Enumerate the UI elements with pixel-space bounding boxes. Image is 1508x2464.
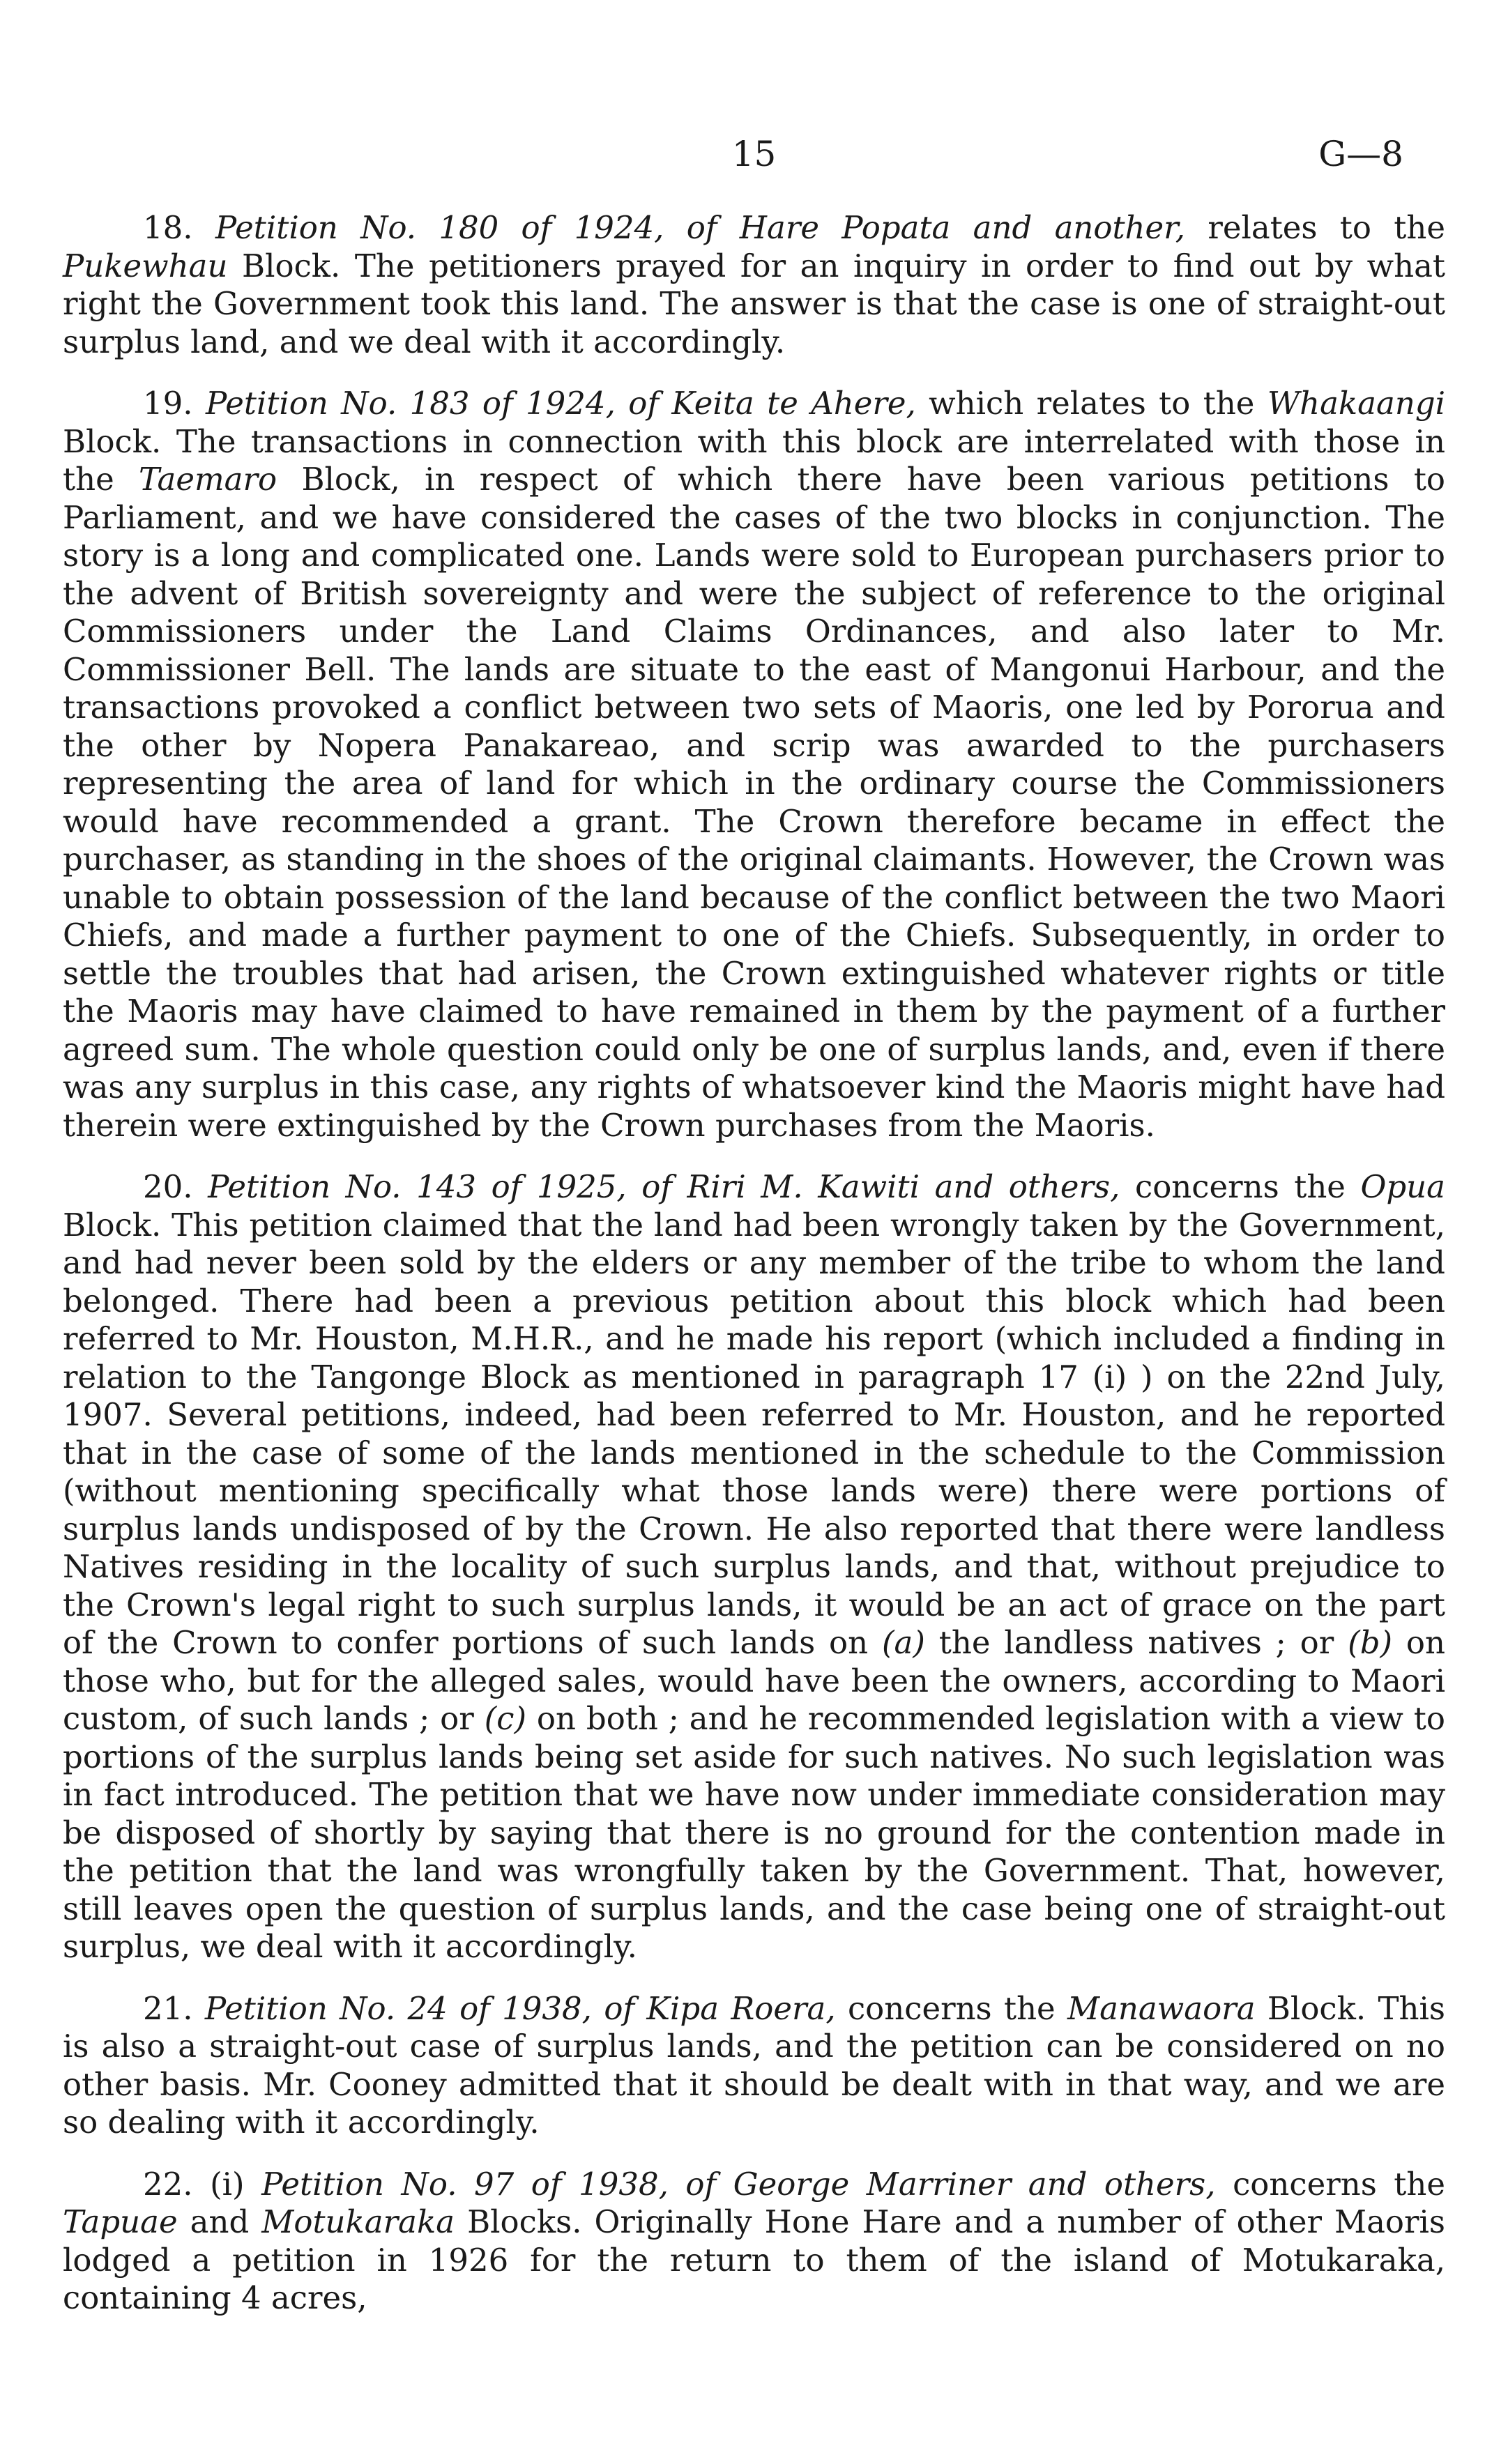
paragraph-text: and	[177, 2203, 262, 2240]
list-marker: (b)	[1348, 1624, 1393, 1661]
paragraph-19	[63, 385, 1445, 1145]
block-name: Opua	[1360, 1168, 1445, 1205]
petition-reference: Petition No. 183 of 1924, of Keita te Ahere,	[205, 385, 916, 422]
paragraph-text: Block. This is also a straight-out case of surplus lands, and the petition can be considered on no other basis. Mr. Cooney admitted that it should be dealt with in that way, and we are so dealing with it accordingly.	[63, 1989, 1446, 2141]
paragraph-18	[63, 209, 1445, 361]
block-name: Manawaora	[1067, 1989, 1256, 2027]
paragraph-22	[63, 2166, 1445, 2318]
paragraph-text: Block, in respect of which there have been various petitions to Parliament, and we have considered the cases of the two blocks in conjunction. The story is a long and complicated one. Lands were sold to European purchasers prior to the advent of British sovereignty and were the subject of reference to the original Commissioners under the Land Claims Ordinances, and also later to Mr. Commissioner Bell. The lands are situate to the east of Mangonui Harbour, and the transactions provoked a conflict between two sets of Maoris, one led by Pororua and the other by Nopera Panakareao, and scrip was awarded to the purchasers representing the area of land for which in the ordinary course the Commissioners would have recommended a grant. The Crown therefore became in effect the purchaser, as standing in the shoes of the original claimants. However, the Crown was unable to obtain possession of the land because of the conflict between the two Maori Chiefs, and made a further payment to one of the Chiefs. Subsequently, in order to settle the troubles that had arisen, the Crown extinguished whatever rights or title the Maoris may have claimed to have remained in them by the payment of a further agreed sum. The whole question could only be one of surplus lands, and, even if there was any surplus in this case, any rights of whatsoever kind the Maoris might have had therein were extinguished by the Crown purchases from the Maoris.	[63, 461, 1445, 1144]
page-header	[63, 130, 1445, 178]
list-marker: (c)	[484, 1700, 527, 1737]
paragraph-text: Block. This petition claimed that the land had been wrongly taken by the Government, and had never been sold by the elders or any member of the tribe to whom the land belonged. There had been a previous petition about this block which had been referred to Mr. Houston, M.H.R., and he made his report (which included a finding in relation to the Tangonge Block as mentioned in paragraph 17 (i) ) on the 22nd July, 1907. Several petitions, indeed, had been referred to Mr. Houston, and he reported that in the case of some of the lands mentioned in the schedule to the Commission (without mentioning specifically what those lands were) there were portions of surplus lands undisposed of by the Crown. He also reported that there were landless Natives residing in the locality of such surplus lands, and that, without prejudice to the Crown's legal right to such surplus lands, it would be an act of grace on the part of the Crown to confer portions of such lands on	[63, 1206, 1445, 1661]
petition-reference: Petition No. 143 of 1925, of Riri M. Kawiti and others,	[208, 1168, 1120, 1205]
paragraph-number: 20.	[143, 1168, 193, 1205]
paragraph-text: which relates to the	[915, 385, 1267, 422]
petition-reference: Petition No. 24 of 1938, of Kipa Roera,	[204, 1989, 836, 2027]
paragraph-20	[63, 1168, 1445, 1966]
document-code: G—8	[1318, 134, 1403, 174]
block-name: Taemaro	[139, 461, 277, 498]
block-name: Motukaraka	[261, 2203, 455, 2240]
paragraph-text: Block. The transactions in connection with this block are interrelated with those in the	[63, 422, 1445, 498]
block-name: Whakaangi	[1267, 385, 1446, 422]
paragraph-text: concerns the	[1120, 1168, 1361, 1205]
block-name: Pukewhau	[63, 247, 228, 284]
paragraph-text: the landless natives ; or	[924, 1624, 1348, 1661]
page-number: 15	[731, 134, 777, 174]
petition-reference: Petition No. 97 of 1938, of George Marriner and others,	[261, 2165, 1216, 2203]
paragraph-number: 19.	[143, 385, 193, 422]
block-name: Tapuae	[63, 2203, 178, 2240]
paragraph-text: concerns the	[835, 1989, 1068, 2027]
paragraph-number: 18.	[143, 209, 193, 246]
paragraph-21	[63, 1990, 1445, 2142]
list-marker: (a)	[881, 1624, 925, 1661]
paragraph-text: Block. The petitioners prayed for an inquiry in order to find out by what right the Government took this land. The answer is that the case is one of straight-out surplus land, and we deal with it accordingly.	[63, 247, 1445, 360]
paragraph-text: on those who, but for the alleged sales, would have been the owners, according to Maori custom, of such lands ; or	[63, 1624, 1445, 1737]
petition-reference: Petition No. 180 of 1924, of Hare Popata and another,	[215, 209, 1186, 246]
paragraph-number: 22. (i)	[143, 2165, 245, 2203]
paragraph-text: on both ; and he recommended legislation with a view to portions of the surplus lands being set aside for such natives. No such legislation was in fact introduced. The petition that we have now under immediate consideration may be disposed of shortly by saying that there is no ground for the contention made in the petition that the land was wrongfully taken by the Government. That, however, still leaves open the question of surplus lands, and the case being one of straight-out surplus, we deal with it accordingly.	[63, 1700, 1445, 1965]
body-text	[63, 209, 1445, 2341]
paragraph-text: Blocks. Originally Hone Hare and a number of other Maoris lodged a petition in 1926 for the return to them of the island of Motukaraka, containing 4 acres,	[63, 2203, 1445, 2316]
paragraph-number: 21.	[143, 1989, 193, 2027]
paragraph-text: concerns the	[1215, 2165, 1445, 2203]
paragraph-text: relates to the	[1185, 209, 1445, 246]
